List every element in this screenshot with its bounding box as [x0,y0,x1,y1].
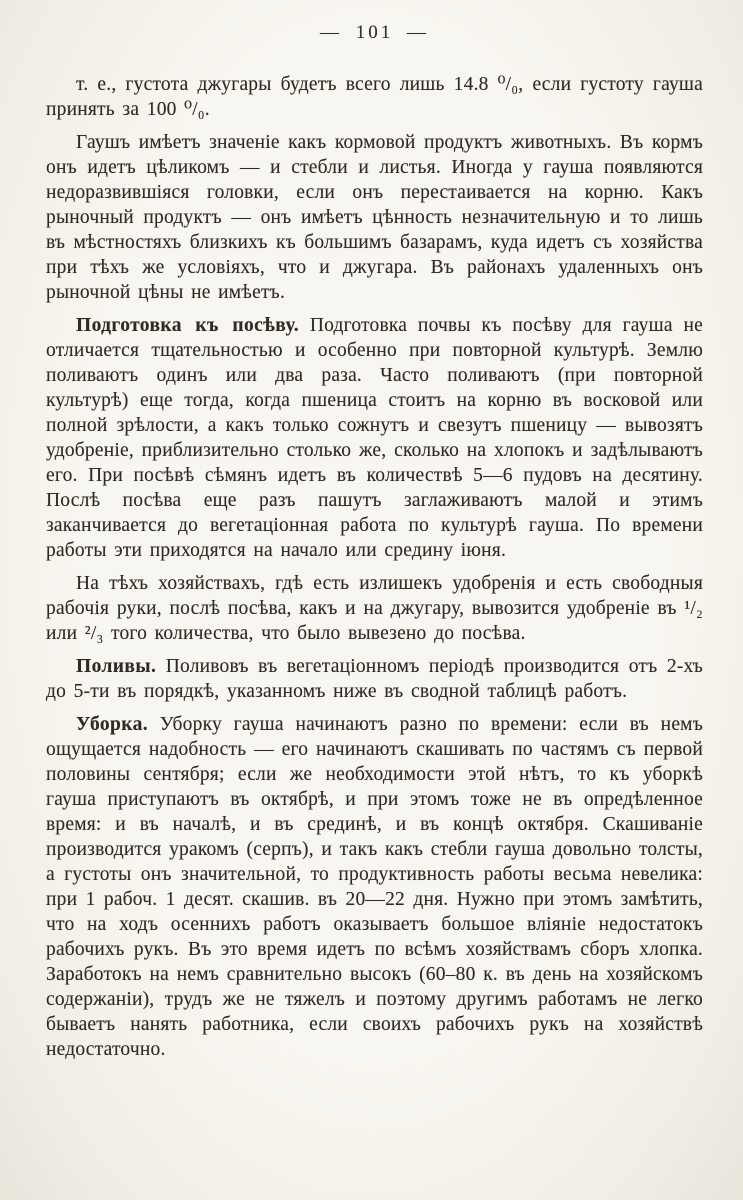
paragraph-text: Подготовка почвы къ посѣву для гауша не отличается тщательностью и особенно при повторной культурѣ. Землю поливаютъ одинъ или два раза. Часто поливаютъ (при повторной культурѣ) еще тогда, когда пшеница стоитъ на корню въ восковой или полной зрѣлости, а какъ только сожнутъ и свезутъ пшеницу — вывозятъ удобреніе, приблизительно столько же, сколько на хлопокъ и задѣлываютъ его. При посѣвѣ сѣмянъ идетъ въ количествѣ 5—6 пудовъ на десятину. Послѣ посѣва еще разъ пашутъ заглаживаютъ малой и этимъ заканчивается до вегетаціонная работа по культурѣ гауша. По времени работы эти приходятся на начало или средину іюня. [46,315,704,561]
paragraph-text: Гаушъ имѣетъ значеніе какъ кормовой продуктъ животныхъ. Въ кормъ онъ идетъ цѣликомъ — и стебли и листья. Иногда у гауша появляются недоразвившіяся головки, если онъ перестаивается на корню. Какъ рыночный продуктъ — онъ имѣетъ цѣнность незначительную и то лишь въ мѣстностяхъ близкихъ къ большимъ базарамъ, куда идетъ съ хозяйства при тѣхъ же условіяхъ, что и джугара. Въ районахъ удаленныхъ онъ рыночной цѣны не имѣетъ. [46,132,703,303]
paragraph-text: Уборку гауша начинаютъ разно по времени: если въ немъ ощущается надобность — его начинаютъ скашивать по частямъ съ первой половины сентября; если же необходимости этой нѣтъ, то къ уборкѣ гауша приступаютъ въ октябрѣ, и при этомъ тоже не въ опредѣленное время: и въ началѣ, и въ срединѣ, и въ концѣ октября. Скашиваніе производится уракомъ (серпъ), и такъ какъ стебли гауша довольно толсты, а густоты онъ значительной, то продуктивность работы весьма невелика: при 1 рабоч. 1 десят. скашив. въ 20—22 дня. Нужно при этомъ замѣтить, что на ходъ осеннихъ работъ оказываетъ большое вліяніе недостатокъ рабочихъ рукъ. Въ это время идетъ по всѣмъ хозяйствамъ сборъ хлопка. Заработокъ на немъ сравнительно высокъ (60–80 к. въ день на хозяйскомъ содержаніи), трудъ же не тяжелъ и поэтому другимъ работамъ не легко бываетъ нанять работника, если своихъ рабочихъ рукъ на хозяйствѣ недостаточно. [46,714,703,1060]
paragraph-text: Поливовъ въ вегетаціонномъ періодѣ производится отъ 2-хъ до 5-ти въ порядкѣ, указанномъ ниже въ сводной таблицѣ работъ. [46,656,703,702]
paragraph-lead: Подготовка къ посѣву. [76,315,300,336]
paragraph-lead: Уборка. [76,714,149,735]
paragraph-text: На тѣхъ хозяйствахъ, гдѣ есть излишекъ удобренія и есть свободныя рабочія руки, послѣ посѣва, какъ и на джугару, вывозится удобреніе въ ¹/₂ или ²/₃ того количества, что было вывезено до посѣва. [46,573,703,644]
paragraph [46,72,703,122]
paragraph-lead: Поливы. [76,656,157,677]
paragraph-text: т. е., густота джугары будетъ всего лишь 14.8 ⁰/₀, если густоту гауша принять за 100 ⁰/₀. [46,74,703,120]
paragraph [46,571,703,646]
paragraph [46,313,703,563]
page-number: — 101 — [320,22,429,43]
paragraph [46,654,703,704]
paragraph [46,130,703,305]
page-body [46,72,703,1062]
paragraph [46,712,703,1062]
